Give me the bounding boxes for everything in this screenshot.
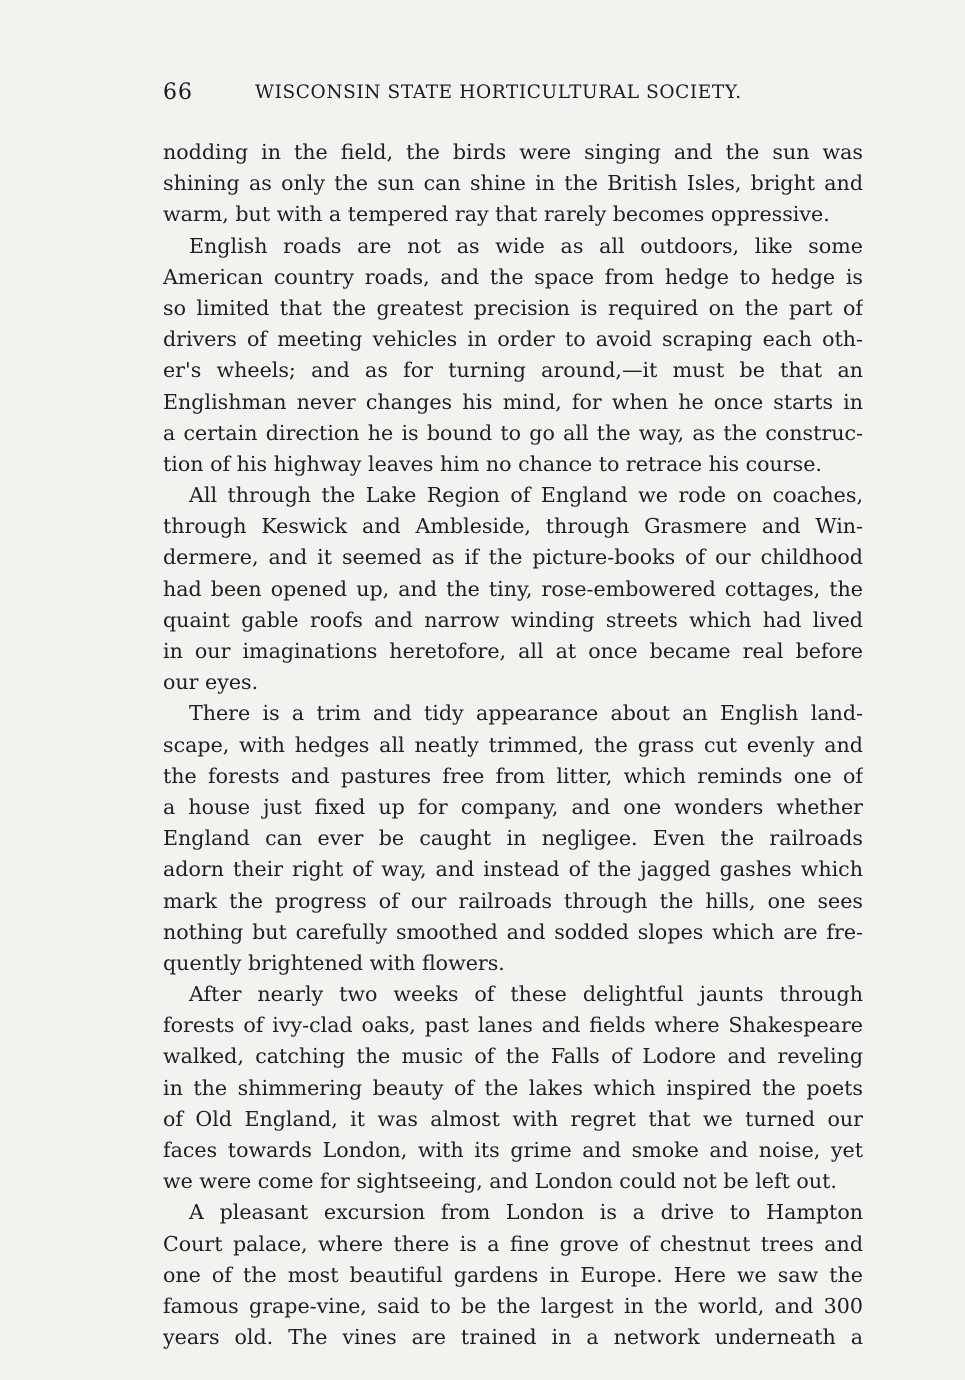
text-line: Court palace, where there is a fine grove of chestnut trees and (163, 1231, 863, 1256)
text-line: There is a trim and tidy appearance about an English land- (189, 701, 863, 726)
text-line: in the shimmering beauty of the lakes which inspired the poets (163, 1075, 863, 1100)
text-line: our eyes. (163, 670, 259, 695)
text-line: dermere, and it seemed as if the picture-books of our childhood (163, 545, 863, 570)
text-line: nothing but carefully smoothed and sodded slopes which are fre- (163, 919, 863, 944)
text-line: years old. The vines are trained in a network underneath a (163, 1325, 863, 1350)
text-line: warm, but with a tempered ray that rarely becomes oppressive. (163, 202, 830, 227)
page-header (163, 80, 863, 114)
text-line: had been opened up, and the tiny, rose-embowered cottages, the (163, 576, 863, 601)
text-line: one of the most beautiful gardens in Europe. Here we saw the (163, 1262, 863, 1287)
page-number: 66 (163, 80, 193, 105)
running-head: WISCONSIN STATE HORTICULTURAL SOCIETY. (255, 82, 742, 103)
text-line: faces towards London, with its grime and smoke and noise, yet (163, 1138, 863, 1162)
text-line: we were come for sightseeing, and London could not be left out. (163, 1169, 837, 1194)
text-line: England can ever be caught in negligee. Even the railroads (163, 826, 863, 851)
text-line: so limited that the greatest precision is required on the part of (163, 295, 863, 320)
text-line: of Old England, it was almost with regret that we turned our (163, 1106, 863, 1131)
text-line: er's wheels; and as for turning around,—it must be that an (163, 358, 863, 383)
text-line: quently brightened with flowers. (163, 950, 505, 975)
text-line: Englishman never changes his mind, for when he once starts in (163, 389, 863, 414)
text-line: mark the progress of our railroads through the hills, one sees (163, 888, 863, 913)
text-line: tion of his highway leaves him no chance to retrace his course. (163, 451, 822, 476)
text-line: A pleasant excursion from London is a drive to Hampton (189, 1200, 863, 1225)
text-line: After nearly two weeks of these delightful jaunts through (189, 982, 863, 1007)
text-line: nodding in the field, the birds were singing and the sun was (163, 140, 863, 164)
text-line: in our imaginations heretofore, all at once became real before (163, 639, 863, 663)
text-line: All through the Lake Region of England we rode on coaches, (189, 483, 863, 508)
text-line: a certain direction he is bound to go all the way, as the construc- (163, 420, 863, 445)
text-line: a house just fixed up for company, and one wonders whether (163, 794, 863, 819)
text-line: forests of ivy-clad oaks, past lanes and fields where Shakespeare (163, 1013, 863, 1038)
text-line: American country roads, and the space from hedge to hedge is (163, 264, 863, 289)
body-text (163, 137, 863, 1353)
text-line: shining as only the sun can shine in the British Isles, bright and (163, 171, 863, 196)
text-line: walked, catching the music of the Falls of Lodore and reveling (163, 1044, 863, 1069)
text-line: quaint gable roofs and narrow winding streets which had lived (163, 607, 863, 632)
text-line: famous grape-vine, said to be the largest in the world, and 300 (163, 1293, 863, 1318)
text-line: adorn their right of way, and instead of the jagged gashes which (163, 857, 863, 882)
text-line: English roads are not as wide as all outdoors, like some (189, 233, 863, 258)
text-line: the forests and pastures free from litter, which reminds one of (163, 763, 863, 788)
text-line: through Keswick and Ambleside, through Grasmere and Win- (163, 514, 863, 539)
text-line: scape, with hedges all neatly trimmed, the grass cut evenly and (163, 732, 863, 757)
text-line: drivers of meeting vehicles in order to avoid scraping each oth- (163, 327, 863, 352)
